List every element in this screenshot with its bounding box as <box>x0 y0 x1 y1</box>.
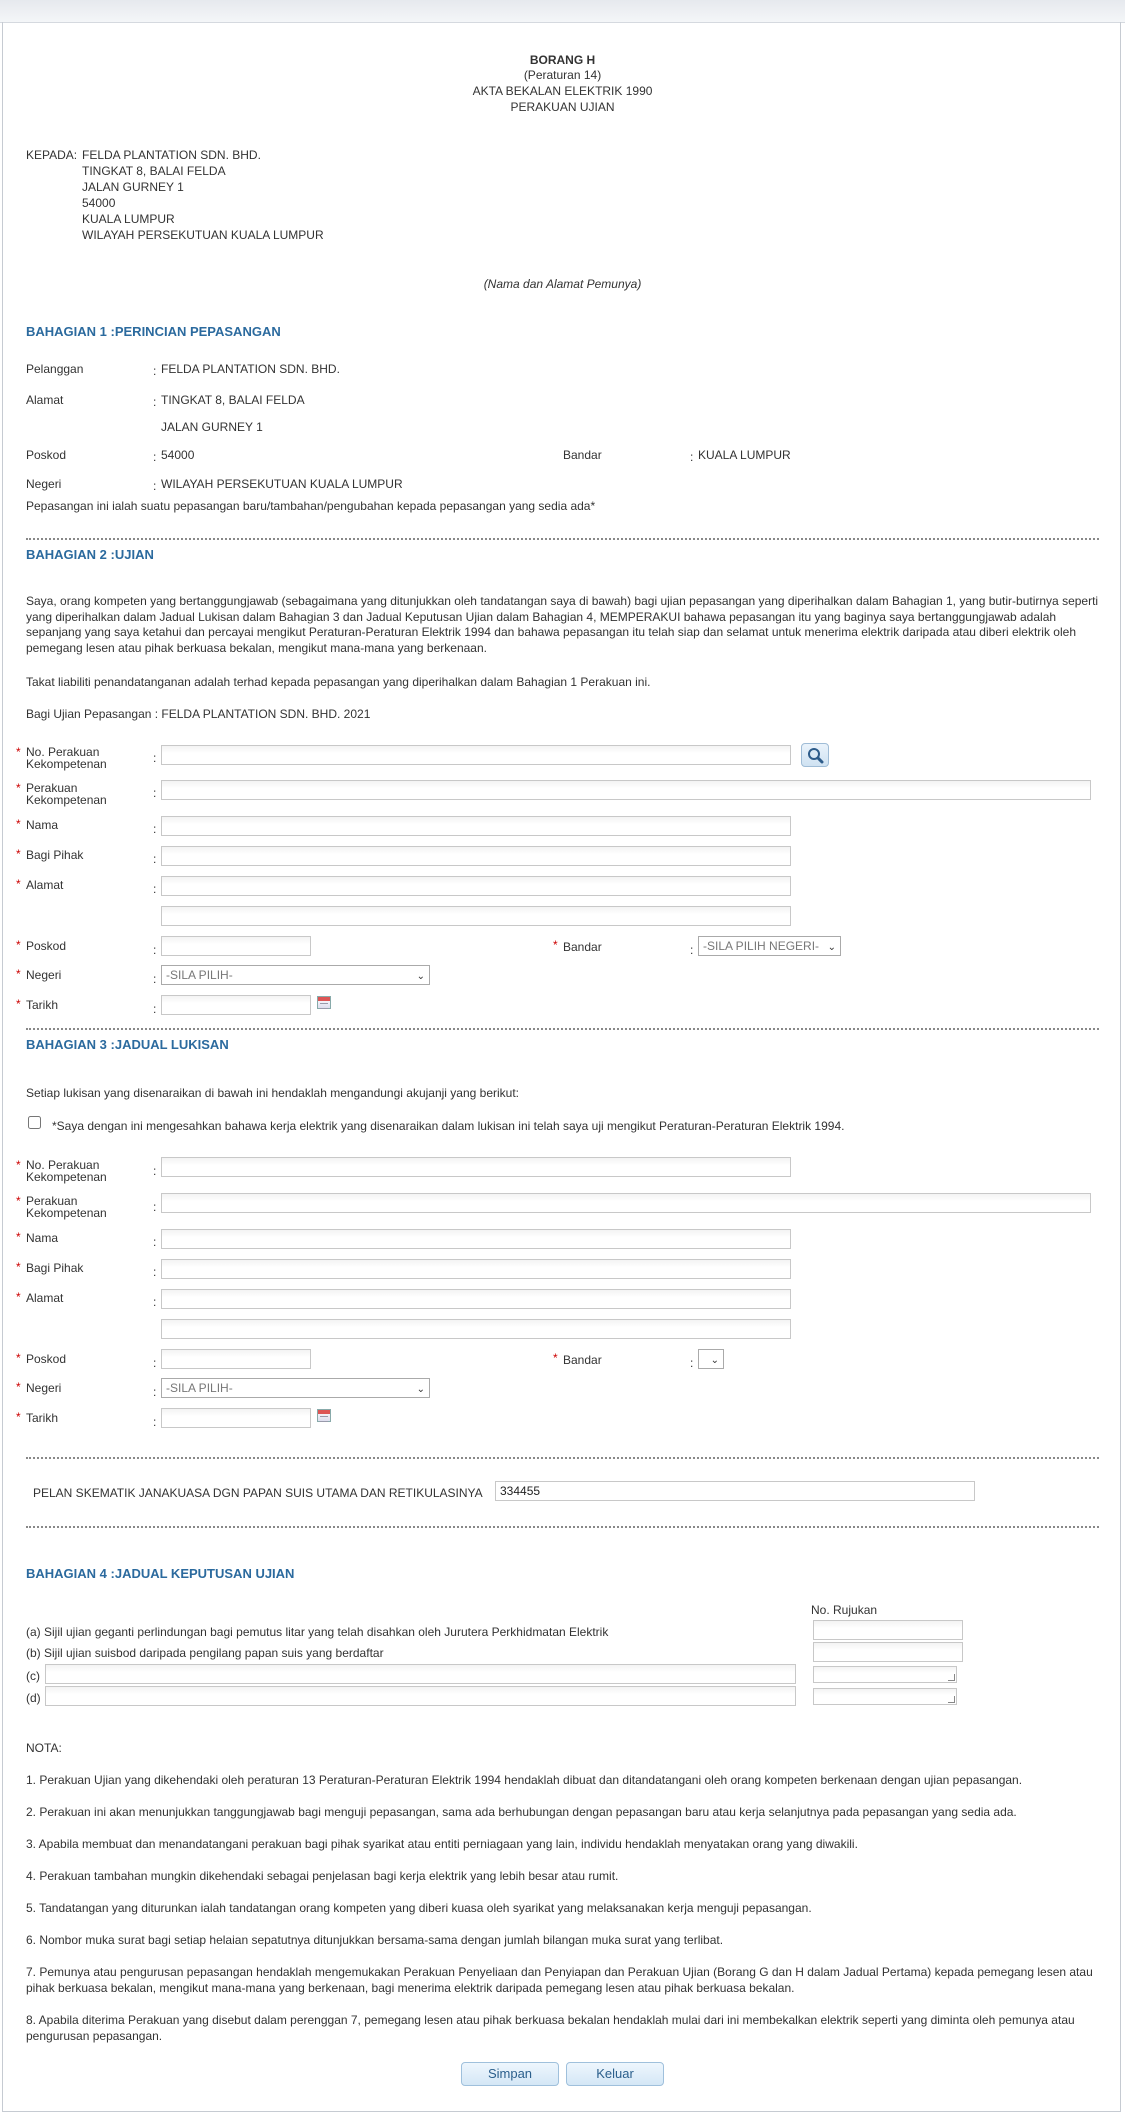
colon: : <box>153 852 157 866</box>
no-perakuan-label-2: Kekompetenan <box>26 1170 107 1184</box>
perakuan-input[interactable] <box>161 780 1091 800</box>
poskod-label: Poskod <box>26 448 67 462</box>
poskod-value: 54000 <box>161 448 195 462</box>
section4-title: BAHAGIAN 4 :JADUAL KEPUTUSAN UJIAN <box>26 1566 295 1581</box>
required-mark: * <box>16 745 21 759</box>
chevron-down-icon: ⌄ <box>827 942 836 953</box>
section3-title: BAHAGIAN 3 :JADUAL LUKISAN <box>26 1037 229 1052</box>
colon: : <box>153 1235 157 1249</box>
nota-item: 3. Apabila membuat dan menandatangani perakuan bagi pihak syarikat atau entiti perniagaan yang lain, individu hendaklah menyatakan orang yang diwakili. <box>26 1837 858 1851</box>
alamat-input-1[interactable] <box>161 876 791 896</box>
nama-input[interactable] <box>161 816 791 836</box>
alamat-input-2[interactable] <box>161 906 791 926</box>
no-perakuan-input-s3[interactable] <box>161 1157 791 1177</box>
certificate-title: PERAKUAN UJIAN <box>510 100 615 114</box>
alamat-label: Alamat <box>26 1291 64 1305</box>
tarikh-label: Tarikh <box>26 998 59 1012</box>
alamat-input-s3-2[interactable] <box>161 1319 791 1339</box>
colon: : <box>153 882 157 896</box>
divider <box>26 1526 1099 1528</box>
row-a-label: (a) Sijil ujian geganti perlindungan bagi pemutus litar yang telah disahkan oleh Jurutera Perkhidmatan Elektrik <box>26 1625 609 1639</box>
nama-label: Nama <box>26 1231 59 1245</box>
required-mark: * <box>16 1290 21 1304</box>
bagi-pihak-label: Bagi Pihak <box>26 848 84 862</box>
pelanggan-value: FELDA PLANTATION SDN. BHD. <box>161 362 340 376</box>
declaration-paragraph: Saya, orang kompeten yang bertanggungjawab (sebagaimana yang ditunjukkan oleh tandatangan saya di bawah) bagi ujian pepasangan yang diperihalkan dalam Bahagian 1, yang butir-butirnya seperti yang diperihalkan dalam Jadual Lukisan dalam Bahagian 3 dan Jadual Keputusan Ujian dalam Bahagian 4, MEMPERAKUI bahawa pepasangan itu yang baginya saya bertanggungjawab adalah sepanjang yang saya ketahui dan percayai mengikut Peraturan-Peraturan Elektrik 1994 dan bahawa pepasangan itu telah siap dan selamat untuk menerima elektrik daripada atau diberi elektrik oleh pemegang lesen atau pihak berkuasa bekalan, mengikut mana-mana yang berkenaan. <box>26 594 1099 655</box>
confirm-checkbox-label: *Saya dengan ini mengesahkan bahawa kerja elektrik yang disenaraikan dalam lukisan ini telah saya uji mengikut Peraturan-Peraturan Elektrik 1994. <box>52 1119 845 1133</box>
calendar-icon[interactable] <box>317 1409 331 1422</box>
bandar-value: KUALA LUMPUR <box>698 448 791 462</box>
colon: : <box>690 450 694 464</box>
colon: : <box>690 1356 694 1370</box>
search-button[interactable] <box>801 743 829 767</box>
form-title: BORANG H <box>529 53 596 67</box>
rujukan-input-b[interactable] <box>813 1642 963 1662</box>
regulation-text: (Peraturan 14) <box>523 68 602 82</box>
recipient-line: KUALA LUMPUR <box>82 212 175 226</box>
required-mark: * <box>16 1410 21 1424</box>
alamat-label: Alamat <box>26 878 64 892</box>
alamat-input-s3-1[interactable] <box>161 1289 791 1309</box>
chevron-down-icon: ⌄ <box>416 1384 425 1395</box>
required-mark: * <box>16 817 21 831</box>
recipient-line: 54000 <box>82 196 116 210</box>
save-button[interactable]: Simpan <box>461 2062 559 2086</box>
negeri-label: Negeri <box>26 1381 62 1395</box>
required-mark: * <box>16 1194 21 1208</box>
nama-label: Nama <box>26 818 59 832</box>
row-b-label: (b) Sijil ujian suisbod daripada pengilang papan suis yang berdaftar <box>26 1646 384 1660</box>
bandar-label: Bandar <box>563 448 602 462</box>
poskod-input-s3[interactable] <box>161 1349 311 1369</box>
required-mark: * <box>16 847 21 861</box>
installation-test-line: Bagi Ujian Pepasangan : FELDA PLANTATION SDN. BHD. 2021 <box>26 707 371 721</box>
colon: : <box>153 1002 157 1016</box>
required-mark: * <box>16 997 21 1011</box>
pelanggan-label: Pelanggan <box>26 362 84 376</box>
row-c-input[interactable] <box>45 1664 796 1684</box>
top-bar <box>0 0 1125 23</box>
negeri-select-value: -SILA PILIH- <box>166 968 233 982</box>
liability-paragraph: Takat liabiliti penandatanganan adalah terhad kepada pepasangan yang diperihalkan dalam Bahagian 1 Perakuan ini. <box>26 675 651 689</box>
chevron-down-icon: ⌄ <box>416 971 425 982</box>
owner-caption: (Nama dan Alamat Pemunya) <box>483 277 642 291</box>
required-mark: * <box>16 938 21 952</box>
bandar-select[interactable] <box>698 936 841 956</box>
required-mark: * <box>16 1158 21 1172</box>
required-mark: * <box>553 1351 558 1365</box>
nota-title: NOTA: <box>26 1741 62 1755</box>
tarikh-input-s3[interactable] <box>161 1408 311 1428</box>
bandar-label: Bandar <box>563 940 602 954</box>
tarikh-label: Tarikh <box>26 1411 59 1425</box>
negeri-label: Negeri <box>26 477 62 491</box>
colon: : <box>153 822 157 836</box>
negeri-select[interactable] <box>161 965 430 985</box>
no-perakuan-label-1: No. Perakuan <box>26 745 100 759</box>
alamat-line2: JALAN GURNEY 1 <box>161 420 263 434</box>
recipient-line: FELDA PLANTATION SDN. BHD. <box>82 148 261 162</box>
required-mark: * <box>16 877 21 891</box>
negeri-select-value: -SILA PILIH- <box>166 1381 233 1395</box>
divider <box>26 538 1099 540</box>
exit-button[interactable]: Keluar <box>566 2062 664 2086</box>
recipient-label: KEPADA: <box>26 148 78 162</box>
colon: : <box>153 1415 157 1429</box>
perakuan-label-1: Perakuan <box>26 1194 78 1208</box>
resize-grip-icon <box>948 1674 955 1681</box>
schematic-input[interactable] <box>495 1481 975 1501</box>
no-perakuan-label-2: Kekompetenan <box>26 757 107 771</box>
act-text: AKTA BEKALAN ELEKTRIK 1990 <box>472 84 653 98</box>
colon: : <box>153 450 157 464</box>
tarikh-input[interactable] <box>161 995 311 1015</box>
nota-item: 4. Perakuan tambahan mungkin dikehendaki sebagai penjelasan bagi kerja elektrik yang lebih besar atau rumit. <box>26 1869 619 1883</box>
resize-grip-icon <box>948 1696 955 1703</box>
required-mark: * <box>16 1380 21 1394</box>
bagi-pihak-label: Bagi Pihak <box>26 1261 84 1275</box>
section1-title: BAHAGIAN 1 :PERINCIAN PEPASANGAN <box>26 324 281 339</box>
no-perakuan-input[interactable] <box>161 745 791 765</box>
nota-item: 2. Perakuan ini akan menunjukkan tanggungjawab bagi menguji pepasangan, sama ada berhubungan dengan pepasangan baru atau kerja selanjutnya pada pepasangan yang sedia ada. <box>26 1805 1017 1819</box>
nama-input-s3[interactable] <box>161 1229 791 1249</box>
poskod-label: Poskod <box>26 939 67 953</box>
colon: : <box>153 751 157 765</box>
colon: : <box>153 1265 157 1279</box>
confirm-checkbox[interactable] <box>28 1116 41 1129</box>
perakuan-label-2: Kekompetenan <box>26 1206 107 1220</box>
nota-item: 6. Nombor muka surat bagi setiap helaian sepatutnya ditunjukkan bersama-sama dengan jumlah bilangan muka surat yang terlibat. <box>26 1933 724 1947</box>
bandar-select-s3[interactable] <box>698 1349 724 1369</box>
nota-item: 7. Pemunya atau pengurusan pepasangan hendaklah mengemukakan Perakuan Penyeliaan dan Penyiapan dan Perakuan Ujian (Borang G dan H dalam Jadual Pertama) kepada pemegang lesen atau pihak berkuasa bekalan, mengikut mana-mana yang berkenaan, bagi menerima elektrik daripada pemegang lesen atau pihak berkuasa bekalan. <box>26 1965 1093 1995</box>
divider <box>26 1457 1099 1459</box>
required-mark: * <box>553 938 558 952</box>
negeri-label: Negeri <box>26 968 62 982</box>
chevron-down-icon: ⌄ <box>710 1355 719 1366</box>
schematic-label: PELAN SKEMATIK JANAKUASA DGN PAPAN SUIS UTAMA DAN RETIKULASINYA <box>33 1486 483 1500</box>
colon: : <box>153 1295 157 1309</box>
colon: : <box>690 943 694 957</box>
negeri-select-s3[interactable] <box>161 1378 430 1398</box>
recipient-line: JALAN GURNEY 1 <box>82 180 184 194</box>
alamat-line1: TINGKAT 8, BALAI FELDA <box>161 393 305 407</box>
colon: : <box>153 943 157 957</box>
perakuan-input-s3[interactable] <box>161 1193 1091 1213</box>
calendar-icon[interactable] <box>317 996 331 1009</box>
required-mark: * <box>16 1351 21 1365</box>
colon: : <box>153 1385 157 1399</box>
rujukan-textarea-c[interactable] <box>813 1666 957 1683</box>
poskod-input[interactable] <box>161 936 311 956</box>
bandar-select-value: -SILA PILIH NEGERI- <box>703 939 820 953</box>
perakuan-label-2: Kekompetenan <box>26 793 107 807</box>
installation-note: Pepasangan ini ialah suatu pepasangan baru/tambahan/pengubahan kepada pepasangan yang sedia ada* <box>26 499 596 513</box>
no-perakuan-label-1: No. Perakuan <box>26 1158 100 1172</box>
bagi-pihak-input-s3[interactable] <box>161 1259 791 1279</box>
bagi-pihak-input[interactable] <box>161 846 791 866</box>
nota-item: 5. Tandatangan yang diturunkan ialah tandatangan orang kompeten yang diberi kuasa oleh syarikat yang melaksanakan kerja menguji pepasangan. <box>26 1901 812 1915</box>
required-mark: * <box>16 967 21 981</box>
poskod-label: Poskod <box>26 1352 67 1366</box>
section2-title: BAHAGIAN 2 :UJIAN <box>26 547 154 562</box>
divider <box>26 1028 1099 1030</box>
row-c-label: (c) <box>26 1669 40 1683</box>
negeri-value: WILAYAH PERSEKUTUAN KUALA LUMPUR <box>161 477 403 491</box>
colon: : <box>153 1164 157 1178</box>
perakuan-label-1: Perakuan <box>26 781 78 795</box>
rujukan-input-a[interactable] <box>813 1620 963 1640</box>
colon: : <box>153 1200 157 1214</box>
colon: : <box>153 395 157 409</box>
colon: : <box>153 479 157 493</box>
required-mark: * <box>16 781 21 795</box>
search-icon <box>802 744 828 766</box>
rujukan-textarea-d[interactable] <box>813 1688 957 1705</box>
recipient-line: TINGKAT 8, BALAI FELDA <box>82 164 226 178</box>
colon: : <box>153 786 157 800</box>
row-d-label: (d) <box>26 1691 41 1705</box>
colon: : <box>153 972 157 986</box>
alamat-label: Alamat <box>26 393 64 407</box>
colon: : <box>153 364 157 378</box>
rujukan-header: No. Rujukan <box>811 1603 878 1617</box>
row-d-input[interactable] <box>45 1686 796 1706</box>
colon: : <box>153 1356 157 1370</box>
section3-intro: Setiap lukisan yang disenaraikan di bawah ini hendaklah mengandungi akujanji yang berikut: <box>26 1086 520 1100</box>
required-mark: * <box>16 1230 21 1244</box>
nota-item: 8. Apabila diterima Perakuan yang disebut dalam perenggan 7, pemegang lesen atau pihak berkuasa bekalan hendaklah mulai dari ini membekalkan elektrik seperti yang diminta oleh pemunya atau pengurusan pepasangan. <box>26 2013 1075 2043</box>
bandar-label: Bandar <box>563 1353 602 1367</box>
recipient-line: WILAYAH PERSEKUTUAN KUALA LUMPUR <box>82 228 324 242</box>
required-mark: * <box>16 1260 21 1274</box>
nota-item: 1. Perakuan Ujian yang dikehendaki oleh peraturan 13 Peraturan-Peraturan Elektrik 1994 hendaklah dibuat dan ditandatangani oleh orang kompeten berkenaan dengan ujian pepasangan. <box>26 1773 1023 1787</box>
